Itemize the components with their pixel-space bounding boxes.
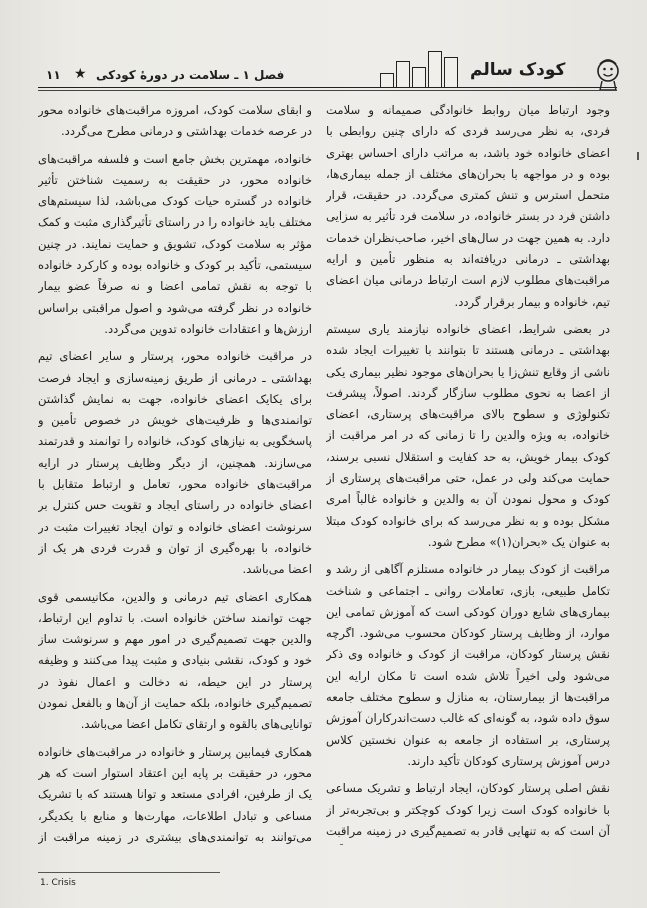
left-column [38, 100, 312, 845]
chapter-title: فصل ۱ ـ سلامت در دورهٔ کودکی [96, 68, 285, 82]
footnote: 1. Crisis [40, 878, 76, 888]
header-bars-decoration [380, 52, 462, 88]
page-number: ۱۱ [46, 68, 61, 82]
paragraph: وجود ارتباط میان روابط خانوادگی صمیمانه و سلامت فردی، به نظر می‌رسد فردی که دارای چنین روابطی با اعضای خانواده خود باشد، به مراتب دارای احساس بهتری بوده و در مواجهه با بحران‌های مختلف از جمله بیماری‌ها، متحمل استرس و تنش کمتری می‌گردد. در حقیقت، قرار داشتن فرد در بستر خانواده، در سلامت فرد تأثیر به سزایی دارد. به همین جهت در سال‌های اخیر، صاحب‌نظران خدمات بهداشتی ـ درمانی دریافته‌اند به منظور تأمین و ارایه مراقبت‌های مطلوب لازم است ارتباط درمانی میان اعضای تیم، خانواده و بیمار برقرار گردد. [326, 103, 610, 309]
header-rule-thin [38, 90, 617, 91]
paragraph: همکاری اعضای تیم درمانی و والدین، مکانیسمی قوی جهت توانمند ساختن خانواده است. با تداوم این ارتباط، والدین جهت تصمیم‌گیری در امور مهم و سرنوشت ساز خود و کودک، نقشی بنیادی و مثبت پیدا می‌کنند و وظیفه پرستار در این حیطه، نه دخالت و اعمال نفوذ در تصمیم‌گیری خانواده، بلکه حمایت از آن‌ها و بالفعل نمودن توانایی‌های بالقوه و ارتقای تکامل اعضا می‌باشد. [38, 589, 312, 732]
right-column [326, 100, 610, 845]
paragraph: همکاری فیمابین پرستار و خانواده در مراقبت‌های خانواده محور، در حقیقت بر پایه این اعتقاد استوار است که هر یک از طرفین، افرادی مستعد و توانا هستند که با تشریک مساعی و تبادل اطلاعات، مهارت‌ها و منابع با یکدیگر، می‌توانند به توانمندی‌های بیشتری در زمینه مراقبت از [38, 744, 312, 844]
child-face-icon [593, 54, 623, 94]
margin-mark [637, 152, 639, 160]
book-title: کودک سالم [470, 60, 566, 80]
page-header [38, 52, 617, 98]
paragraph: و ابقای سلامت کودک، امروزه مراقبت‌های خانواده محور در عرصه خدمات بهداشتی و درمانی مطرح می‌گردد. [38, 103, 312, 139]
paragraph: خانواده، مهمترین بخش جامع است و فلسفه مراقبت‌های خانواده محور، در حقیقت به رسمیت شناختن تأثیر خانواده در گستره حیات کودک می‌باشد، لذا سیستم‌های مختلف باید خانواده را در راستای تأثیرگذاری مثبت و کمک مؤثر به سلامت کودک، تشویق و حمایت نمایند. در چنین سیستمی، تأکید بر کودک و خانواده بوده و کارکرد خانواده با توجه به نقش تمامی اعضا و نه صرفاً عضو بیمار خانواده در نظر گرفته می‌شود و اصول مراقبتی براساس ارزش‌ها و اعتقادات خانواده تدوین می‌گردد. [38, 151, 312, 336]
paragraph: در بعضی شرایط، اعضای خانواده نیازمند یاری سیستم بهداشتی ـ درمانی هستند تا بتوانند با تغییرات ایجاد شده ناشی از وقایع تنش‌زا یا بحران‌های موجود نظیر بیماری یکی از اعضا به نحوی مطلوب سازگار گردند. اصولاً، پیشرفت تکنولوژی و سطوح بالای مراقبت‌های پرستاری، اعضای خانواده، به ویژه والدین را تا زمانی که در امر مراقبت از کودک بیمار خویش، به حد کفایت و استقلال نسبی برسند، حمایت می‌کند ولی در عمل، حتی مراقبت‌های پرستاری از کودک و محول نمودن آن به والدین و خانواده غالباً امری مشکل بوده و به نظر می‌رسد که برای خانواده کودک مبتلا به عنوان یک «بحران(۱)» مطرح شود. [326, 321, 610, 549]
star-icon: ★ [74, 66, 87, 82]
footnote-rule [38, 872, 220, 873]
paragraph: نقش اصلی پرستار کودکان، ایجاد ارتباط و تشریک مساعی با خانواده کودک است زیرا کودک کوچکتر و بی‌تجربه‌تر از آن است که به تنهایی قادر به تصمیم‌گیری در زمینه مراقبت [326, 781, 610, 838]
paragraph: مراقبت از کودک بیمار در خانواده مستلزم آگاهی از رشد و تکامل طبیعی، بازی، تعاملات روانی ـ اجتماعی و شناخت بیماری‌های شایع دوران کودکی است که آموزش تمامی این موارد، از وظایف پرستار کودکان محسوب می‌شود. اگرچه نقش پرستار کودکان، مراقبت از کودک و خانواده وی ذکر می‌شود ولی اخیراً تلاش شده است تا مکان ارایه این مراقبت‌ها از بیمارستان، به منازل و سطوح مختلف جامعه سوق داده شود، به گونه‌ای که غالب دست‌اندرکاران آموزش پرستاری، بر استفاده از جامعه به عنوان نخستین کلاس درس آموزش پرستاری کودکان تأکید دارند. [326, 562, 610, 768]
paragraph: در مراقبت خانواده محور، پرستار و سایر اعضای تیم بهداشتی ـ درمانی از طریق زمینه‌سازی و ایجاد فرصت برای یکایک اعضای خانواده، جهت به نمایش گذاشتن توانمندی‌ها و ظرفیت‌های خویش در خصوص تأمین و پاسخگویی به نیازهای کودک، خانواده را توانمند و قدرتمند می‌سازند. همچنین، از دیگر وظایف پرستار در ارایه مراقبت‌های خانواده محور، تعامل و ارتباط متقابل با اعضای خانواده در راستای ایجاد و تقویت حس کنترل بر سرنوشت اعضای خانواده و توان ایجاد تغییرات مثبت در خانواده، با بهره‌گیری از توان و قدرت فردی هر یک از اعضا می‌باشد. [38, 349, 312, 577]
header-rule [38, 87, 617, 88]
